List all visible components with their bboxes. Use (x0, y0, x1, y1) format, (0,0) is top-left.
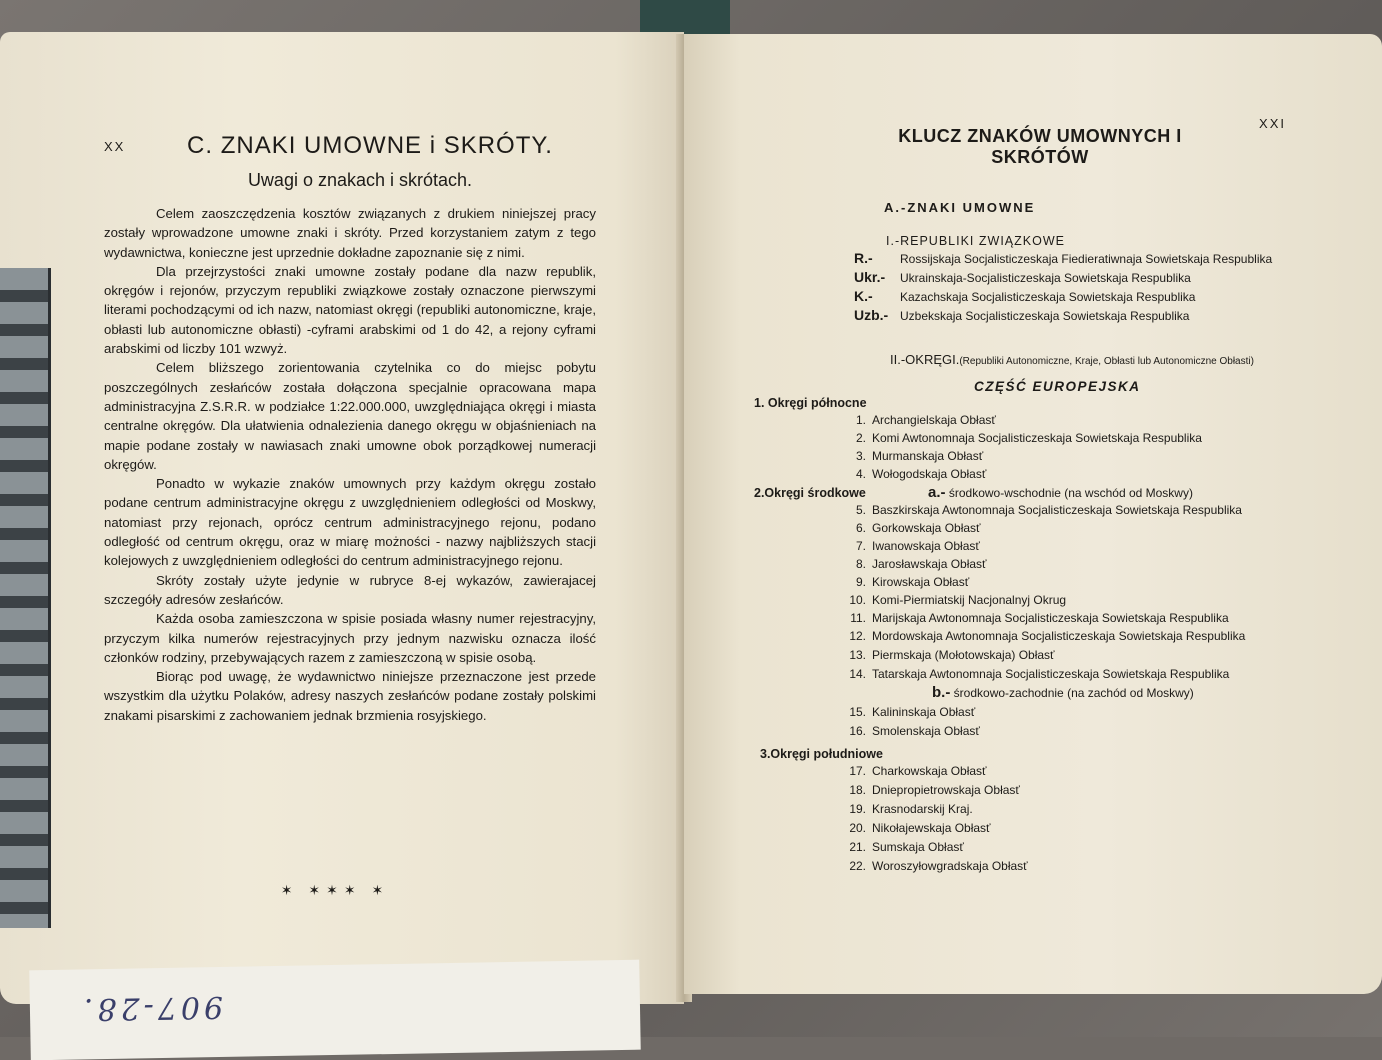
item-number: 9. (855, 575, 866, 589)
right-page (684, 34, 1382, 994)
item-number: 14. (849, 667, 866, 681)
part-heading: CZĘŚĆ EUROPEJSKA (974, 379, 1141, 394)
item-number: 16. (849, 724, 866, 738)
list-item (834, 629, 1245, 643)
list-item (834, 840, 964, 854)
item-number: 4. (855, 467, 866, 481)
item-number: 12. (849, 629, 866, 643)
item-number: 17. (849, 764, 866, 778)
item-number: 22. (849, 859, 866, 873)
item-name: Jarosławskaja Obłasť (872, 557, 987, 571)
item-name: Mordowskaja Awtonomnaja Socjalisticzeskaja Sowietskaja Respublika (872, 629, 1246, 643)
item-name: Sumskaja Obłasť (872, 840, 964, 854)
item-name: Komi Awtonomnaja Socjalisticzeskaja Sowietskaja Respublika (872, 431, 1202, 445)
list-item (834, 724, 980, 738)
metal-binding-strip (0, 268, 51, 928)
republic-row (854, 249, 1272, 268)
subgroup-b-letter: b.- (932, 684, 951, 701)
item-name: Charkowskaja Obłasť (872, 764, 987, 778)
republic-row (854, 287, 1272, 306)
item-number: 1. (855, 413, 866, 427)
list-item (834, 449, 983, 463)
subgroup-a-text: środkowo-wschodnie (na wschód od Moskwy) (948, 486, 1193, 500)
list-item (834, 764, 987, 778)
item-name: Woroszyłowgradskaja Obłasť (872, 859, 1028, 873)
list-item (834, 821, 991, 835)
item-name: Krasnodarskij Kraj. (872, 802, 973, 816)
republic-row (854, 306, 1272, 325)
item-name: Kirowskaja Obłasť (872, 575, 970, 589)
ornament-divider: ✶ ✶✶✶ ✶ (280, 882, 390, 898)
subgroup-b-text: środkowo-zachodnie (na zachód od Moskwy) (953, 686, 1194, 700)
subgroup-a-letter: a.- (928, 484, 946, 501)
group-south: 3.Okręgi południowe (760, 747, 883, 761)
item-name: Nikołajewskaja Obłasť (872, 821, 991, 835)
item-number: 18. (849, 783, 866, 797)
item-number: 15. (849, 705, 866, 719)
left-page-subtitle: Uwagi o znakach i skrótach. (247, 170, 473, 190)
item-number: 19. (849, 802, 866, 816)
left-page-body (104, 204, 596, 725)
paragraph: Biorąc pod uwagę, że wydawnictwo niniejsze przeznaczone jest przede wszystkim dla użytku Polaków, adresy naszych zesłańców podane zostały polskimi znakami pisarskimi z zachowaniem jednak brzmienia rosyjskiego. (104, 669, 596, 723)
handwritten-note: 907-28. (79, 988, 224, 1027)
item-number: 5. (855, 503, 866, 517)
right-page-number: XXI (1259, 116, 1286, 131)
republics-list (854, 249, 1272, 325)
item-name: Smolenskaja Obłasť (872, 724, 980, 738)
list-item (834, 503, 1242, 517)
item-name: Kalininskaja Obłasť (872, 705, 976, 719)
list-item (834, 557, 987, 571)
item-name: Dniepropietrowskaja Obłasť (872, 783, 1020, 797)
item-number: 20. (849, 821, 866, 835)
item-number: 8. (855, 557, 866, 571)
item-number: 13. (849, 648, 866, 662)
item-name: Archangielskaja Obłasť (872, 413, 996, 427)
group-north: 1. Okręgi północne (754, 396, 867, 410)
item-number: 2. (855, 431, 866, 445)
paragraph: Każda osoba zamieszczona w spisie posiada własny numer rejestracyjny, przyczym kilka numerów rejestracyjnych przy jednym nazwisku oznacza ilość członków rodziny, przebywających razem z zamieszczoną w spisie osobą. (104, 611, 596, 665)
list-item (834, 539, 980, 553)
section-ii-label: II.-OKRĘGI. (890, 352, 960, 367)
left-page (0, 32, 684, 1004)
item-name: Baszkirskaja Awtonomnaja Socjalisticzeskaja Sowietskaja Respublika (872, 503, 1242, 517)
section-ii-heading (890, 352, 1254, 367)
left-page-title: C. ZNAKI UMOWNE i SKRÓTY. (187, 132, 553, 159)
republic-name: Rossijskaja Socjalisticzeskaja Fiedieratiwnaja Sowietskaja Respublika (900, 252, 1273, 266)
list-item (834, 593, 1066, 607)
list-item (834, 802, 973, 816)
paragraph: Celem zaoszczędzenia kosztów związanych z drukiem niniejszej pracy zostały wprowadzone umowne znaki i skróty. Przed korzystaniem zatym z tego wydawnictwa, konieczne jest uprzednie dokładne zapoznanie się z nimi. (104, 206, 596, 260)
paragraph: Ponadto w wykazie znaków umownych przy każdym okręgu zostało podane centrum administracyjne okręgu z uwzględnieniem odległości od Moskwy, natomiast przy rejonach, oprócz centrum administracyjnego rejonu, podano odległość od centrum okręgu, oraz w miarę możności - nazwy najbliższych stacji kolejowych z uwzględnieniem odległości do centrum administracyjnego rejonu. (104, 476, 596, 569)
item-number: 11. (850, 611, 866, 625)
republic-abbr: K.- (854, 288, 873, 304)
item-name: Komi-Piermiatskij Nacjonalnyj Okrug (872, 593, 1067, 607)
item-number: 10. (849, 593, 866, 607)
list-item (834, 521, 981, 535)
subgroup-a (928, 484, 1193, 501)
subgroup-b (932, 684, 1194, 701)
left-page-number: XX (104, 139, 126, 154)
item-number: 3. (855, 449, 866, 463)
item-name: Marijskaja Awtonomnaja Socjalisticzeskaja Sowietskaja Respublika (872, 611, 1229, 625)
list-item (834, 783, 1020, 797)
item-name: Murmanskaja Obłasť (872, 449, 984, 463)
republic-abbr: Ukr.- (854, 269, 886, 285)
right-page-title: KLUCZ ZNAKÓW UMOWNYCH I SKRÓTÓW (898, 126, 1182, 167)
list-item (834, 859, 1028, 873)
list-item (834, 667, 1229, 681)
list-item (834, 611, 1229, 625)
item-name: Wołogodskaja Obłasť (872, 467, 987, 481)
item-name: Iwanowskaja Obłasť (872, 539, 980, 553)
list-item (834, 575, 969, 589)
group-central: 2.Okręgi środkowe (754, 486, 866, 500)
list-item (834, 413, 996, 427)
section-a-heading: A.-ZNAKI UMOWNE (884, 200, 1036, 215)
item-number: 21. (849, 840, 866, 854)
section-ii-note: (Republiki Autonomiczne, Kraje, Obłasti lub Autonomiczne Obłasti) (959, 356, 1254, 367)
list-item (834, 705, 975, 719)
paragraph: Dla przejrzystości znaki umowne zostały podane dla nazw republik, okręgów i rejonów, przyczym republiki związkowe zostały oznaczone pierwszymi literami pochodzącymi od ich nazw, natomiast okręgi (republiki autonomiczne, kraje, obłasti lub autonomiczne obłasti) -cyframi arabskimi od 1 do 42, a rejony cyframi arabskimi od liczby 101 wzwyż. (104, 263, 596, 357)
item-name: Tatarskaja Awtonomnaja Socjalisticzeskaja Sowietskaja Respublika (872, 667, 1230, 681)
item-number: 6. (855, 521, 866, 535)
item-number: 7. (855, 539, 866, 553)
list-item (834, 467, 986, 481)
paragraph: Celem bliższego zorientowania czytelnika co do miejsc pobytu poszczególnych zesłańców została dołączona specjalnie opracowana mapa administracyjna Z.S.R.R. w podziałce 1:22.000.000, uwzględniająca okręgi i miasta centralne okręgów. Dla ułatwienia odnalezienia danego okręgu w objaśnieniach na mapie podane zostały w nawiasach znaki umowne obok porządkowej numeracji okręgów. (104, 360, 596, 472)
republic-abbr: R.- (854, 250, 873, 266)
paragraph: Skróty zostały użyte jedynie w rubryce 8-ej wykazów, zawierajacej szczegóły adresów zesłańców. (104, 572, 596, 607)
section-i-heading: I.-REPUBLIKI ZWIĄZKOWE (886, 234, 1065, 248)
list-item (834, 431, 1202, 445)
republic-name: Kazachskaja Socjalisticzeskaja Sowietskaja Respublika (900, 290, 1196, 304)
republic-row (854, 268, 1272, 287)
handwritten-note-slip (29, 960, 640, 1060)
republic-name: Uzbekskaja Socjalisticzeskaja Sowietskaja Respublika (900, 309, 1190, 323)
republic-abbr: Uzb.- (854, 307, 889, 323)
item-name: Gorkowskaja Obłasť (872, 521, 981, 535)
republic-name: Ukrainskaja-Socjalisticzeskaja Sowietskaja Respublika (900, 271, 1191, 285)
list-item (834, 648, 1055, 662)
item-name: Piermskaja (Mołotowskaja) Obłasť (872, 648, 1055, 662)
